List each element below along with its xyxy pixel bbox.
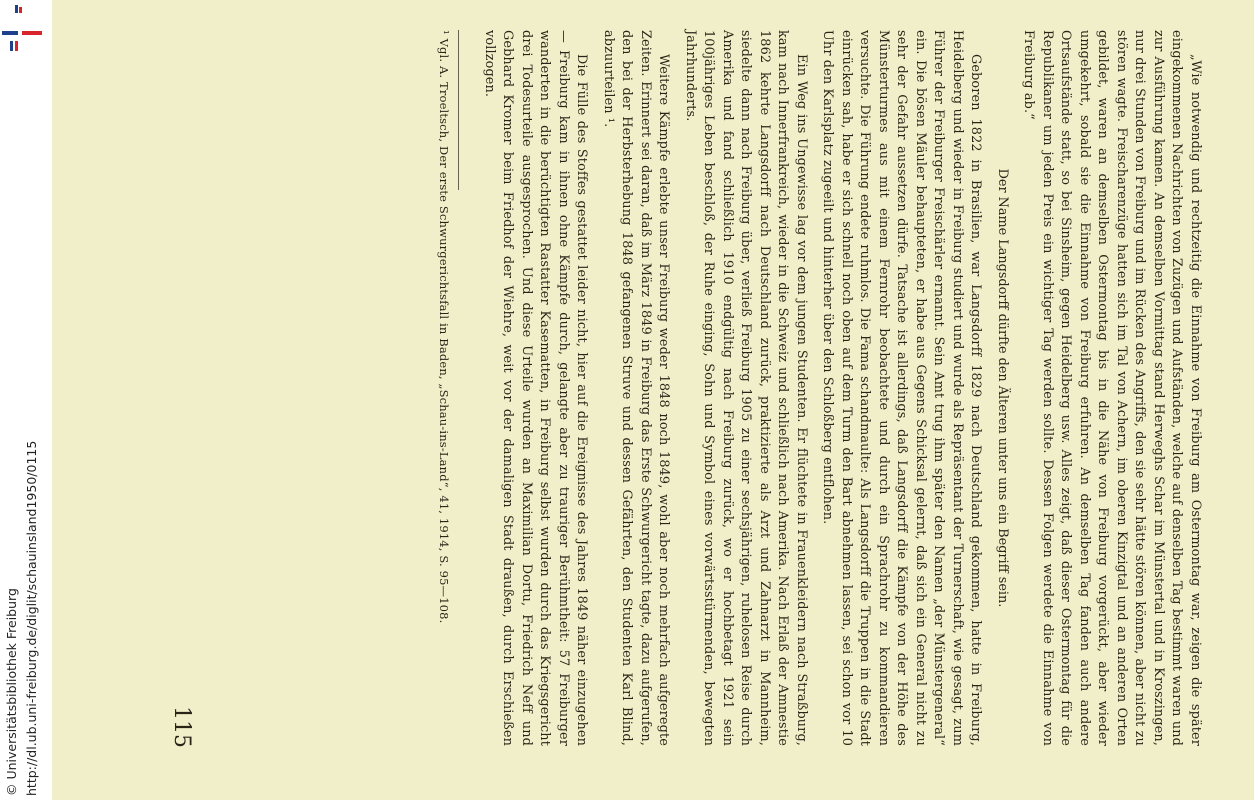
exile-paragraph: Ein Weg ins Ungewisse lag vor dem jungen Studenten. Er flüchtete in Frauenkleidern nach Straßburg, kam nach Innerfrankreich, wieder in die Schweiz und schließlich nach Amerika. Nach Erlaß der Amnestie 1862 kehrte Langsdorff nach Deutschland zurück, praktizierte als Arzt und Zahnarzt in Mannheim, siedelte dann nach Freiburg über, verließ Freiburg 1905 zu einer sechsjährigen, ruhelosen Reise durch Amerika und fand schließlich 1910 endgültig nach Freiburg zurück, wo er hochbetagt 1921 sein 100jähriges Leben beschloß, der Ruhe einging, Sohn und Symbol eines vorwärtsstürmenden, bewegten Jahrhunderts. <box>683 30 809 746</box>
page-number: 115 <box>169 706 194 748</box>
footnote: ¹ Vgl. A. Troeltsch, Der erste Schwurgerichtsfall in Baden, „Schau-ins-Land“, 41, 1914, S. 95—108. <box>437 30 452 624</box>
logo-bar-blue-mid <box>2 31 18 35</box>
copyright-notice: © Universitätsbibliothek Freiburg <box>4 588 19 796</box>
biography-paragraph: Geboren 1822 in Brasilien, war Langsdorff 1829 nach Deutschland gekommen, hatte in Freiburg, Heidelberg und wieder in Freiburg studiert und wurde als Repräsentant der Turnerschaft, wie gesagt, zum Führer der Freiburger Freischärler ernannt. Sein Amt trug ihm später den Namen „der Münstergeneral“ ein. Die bösen Mäuler behaupteten, er habe aus Gegens Schicksal gelernt, daß sich ein General nicht zu sehr der Gefahr aussetzen dürfe. Tatsache ist allerdings, daß Langsdorff die Kämpfe von der Höhe des Münsterturmes aus mit einem Fernrohr beobachtete und durch ein Sprachrohr zu kommandieren versuchte. Die Führung endete ruhmlos. Die Fama schandmaulte: Als Langsdorff die Truppen in die Stadt einrücken sah, habe er sich schnell noch oben auf dem Turm den Bart abnehmen lassen, sei schon vor 10 Uhr den Karlsplatz zugeeilt und hinterher über den Schloßberg entflohen. <box>820 30 984 746</box>
events-1849-paragraph: Die Fülle des Stoffes gestattet leider nicht, hier auf die Ereignisse des Jahres 1849 näher einzugehen — Freiburg kam in ihnen ohne Kämpfe durch, gelangte aber zu trauriger Berühmtheit: 57 Freiburger wanderten in die berüchtigten Rastatter Kasematten, in Freiburg selbst wurden durch das Kriegsgericht drei Todesurteile ausgesprochen. Und diese Urteile wurden an Maximilian Dortu, Friedrich Neff und Gebhard Kromer beim Friedhof der Wiehre, weit vor der damaligen Stadt draußen, durch Erschießen vollzogen. <box>482 30 590 746</box>
library-logo-icon <box>2 5 42 55</box>
logo-bar-blue-top <box>15 5 18 13</box>
footnote-divider <box>459 30 460 190</box>
logo-bar-blue-low <box>10 41 13 51</box>
logo-bar-red-top <box>19 7 22 13</box>
quote-paragraph: „Wie notwendig und rechtzeitig die Einnahme von Freiburg am Ostermontag war, zeigen die später eingekommenen Nachrichten von Zuzügen und Aufständen, welche auf denselben Tag bestimmt waren und zur Ausführung kamen. An demselben Vormittag stand Herweghs Schar im Münstertal und in Kroszingen, nur drei Stunden von Freiburg und im Rücken des Angriffs, den sie sehr hätte stören können, aber nicht zu stören wagte. Freischarenzüge hatten sich im Tal von Achern, im oberen Kinzigtal und an anderen Orten gebildet, waren an demselben Ostermontag bis in die Nähe von Freiburg vorgerückt, aber wieder umgekehrt, sobald sie die Einnahme von Freiburg erfuhren. An demselben Tag fanden auch andere Ortsaufstände statt, so bei Sinsheim, gegen Heidelberg usw. Alles zeigt, daß dieser Ostermontag für die Republikaner um jeden Preis ein wichtiger Tag werden sollte. Dessen Folgen werdete die Einnahme von Freiburg ab.“ <box>1021 30 1203 746</box>
viewer-sidebar <box>0 0 52 800</box>
section-heading: Der Name Langsdorff dürfte den Älteren unter uns ein Begriff sein. <box>995 168 1010 608</box>
logo-bar-red-low <box>15 41 18 51</box>
scanned-page <box>52 0 1254 800</box>
rotated-text-block <box>169 30 1204 748</box>
later-events-paragraph: Weitere Kämpfe erlebte unser Freiburg weder 1848 noch 1849, wohl aber noch mehrfach aufgeregte Zeiten. Erinnert sei daran, daß im März 1849 in Freiburg das Erste Schwurgericht tagte, dazu aufgerufen, den bei der Herbsterhebung 1848 gefangenen Struve und dessen Gefährten, den Studenten Karl Blind, abzuurteilen ¹. <box>601 30 672 746</box>
logo-bar-red-mid <box>22 31 42 35</box>
source-url[interactable]: http://dl.ub.uni-freiburg.de/diglit/schauinsland1950/0115 <box>24 440 39 796</box>
